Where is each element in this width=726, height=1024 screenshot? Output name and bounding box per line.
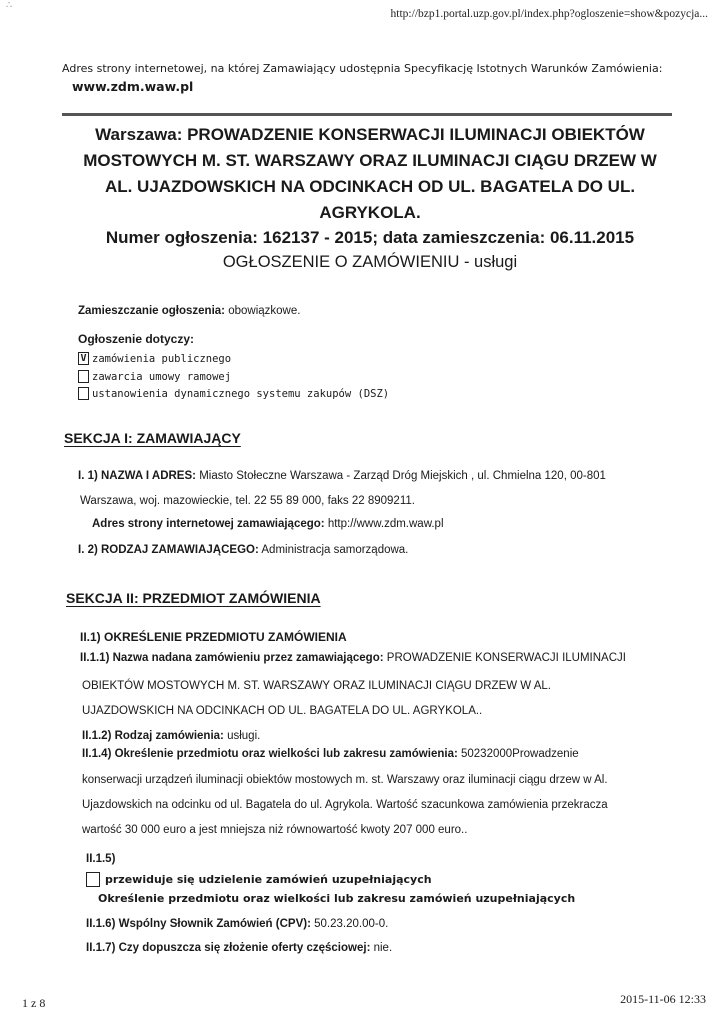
checkbox-row-framework-agreement [78, 370, 231, 383]
notice-number-line: Numer ogłoszenia: 162137 - 2015; data zamieszczenia: 06.11.2015 [105, 228, 635, 247]
supplementary-checkbox[interactable] [86, 872, 100, 887]
section1-heading: SEKCJA I: ZAMAWIAJĄCY [64, 430, 241, 446]
order-subject-line3: Ujazdowskich na odcinku od ul. Bagatela do ul. Agrykola. Wartość szacunkowa zamówienia przekracza [82, 799, 608, 811]
checkbox[interactable]: V [78, 352, 89, 365]
page-url: http://bzp1.portal.uzp.gov.pl/index.php?ogloszenie=show&pozycja... [390, 8, 708, 20]
order-name-line1 [80, 652, 626, 664]
mandatory-value: obowiązkowe. [228, 305, 301, 317]
checkbox-row-public-order [78, 352, 231, 365]
corner-mark: ∴ [6, 0, 13, 11]
order-name-line2: OBIEKTÓW MOSTOWYCH M. ST. WARSZAWY ORAZ ILUMINACJI CIĄGU DRZEW W AL. [82, 680, 551, 692]
order-type-label: II.1.2) Rodzaj zamówienia: [82, 730, 224, 742]
contracting-authority-web [92, 518, 444, 530]
supplementary-orders-row [86, 872, 432, 887]
contracting-authority-name-line2: Warszawa, woj. mazowieckie, tel. 22 55 89 000, faks 22 8909211. [80, 495, 415, 507]
checkbox[interactable] [78, 370, 89, 383]
mandatory-label: Zamieszczanie ogłoszenia: [78, 305, 225, 317]
spec-address-value: www.zdm.waw.pl [72, 79, 194, 94]
order-type [82, 730, 260, 742]
cpv-code [86, 918, 388, 930]
cpv-value: 50.23.20.00-0. [314, 918, 389, 930]
partial-label: II.1.7) Czy dopuszcza się złożenie oferty częściowej: [86, 942, 371, 954]
mandatory-line [78, 305, 300, 317]
order-name-line3: UJAZDOWSKICH NA ODCINKACH OD UL. BAGATELA DO UL. AGRYKOLA.. [82, 705, 483, 717]
print-timestamp: 2015-11-06 12:33 [620, 992, 706, 1006]
partial-value: nie. [373, 942, 393, 954]
order-subject-value: 50232000Prowadzenie [461, 748, 579, 760]
checkbox-row-dynamic-system [78, 387, 389, 400]
kind-value: Administracja samorządowa. [261, 544, 409, 556]
partial-offer [86, 942, 392, 954]
item-115-label: II.1.5) [86, 853, 116, 865]
checkbox-label: zamówienia publicznego [92, 352, 232, 365]
contracting-authority-kind [78, 544, 408, 556]
notice-type: OGŁOSZENIE O ZAMÓWIENIU - usługi [222, 253, 518, 271]
supplementary-description: Określenie przedmiotu oraz wielkości lub zakresu zamówień uzupełniających [98, 892, 576, 905]
supplementary-label: przewiduje się udzielenie zamówień uzupełniających [105, 873, 432, 886]
order-name-label: II.1.1) Nazwa nadana zamówieniu przez zamawiającego: [80, 652, 384, 664]
order-subject-label: II.1.4) Określenie przedmiotu oraz wielkości lub zakresu zamówienia: [82, 748, 458, 760]
section2-subheading: II.1) OKREŚLENIE PRZEDMIOTU ZAMÓWIENIA [80, 630, 347, 644]
order-subject-line1 [82, 748, 579, 760]
concerns-label: Ogłoszenie dotyczy: [78, 332, 195, 346]
name-value: Miasto Stołeczne Warszawa - Zarząd Dróg Miejskich , ul. Chmielna 120, 00-801 [199, 470, 606, 482]
order-name-value: PROWADZENIE KONSERWACJI ILUMINACJI [386, 652, 626, 664]
web-link[interactable]: http://www.zdm.waw.pl [327, 518, 444, 530]
web-label: Adres strony internetowej zamawiającego: [92, 518, 325, 530]
spec-address-label: Adres strony internetowej, na której Zamawiający udostępnia Specyfikację Istotnych Warunków Zamówienia: [62, 62, 663, 75]
kind-label: I. 2) RODZAJ ZAMAWIAJĄCEGO: [78, 544, 259, 556]
checkbox[interactable] [78, 387, 89, 400]
order-subject-line2: konserwacji urządzeń iluminacji obiektów mostowych m. st. Warszawy oraz iluminacji ciągu drzew w Al. [82, 774, 608, 786]
section2-heading: SEKCJA II: PRZEDMIOT ZAMÓWIENIA [66, 590, 321, 606]
order-subject-line4: wartość 30 000 euro a jest mniejsza niż równowartość kwoty 207 000 euro.. [82, 824, 468, 836]
name-label: I. 1) NAZWA I ADRES: [78, 470, 196, 482]
header-divider [62, 113, 672, 116]
checkbox-label: ustanowienia dynamicznego systemu zakupów (DSZ) [92, 387, 390, 400]
cpv-label: II.1.6) Wspólny Słownik Zamówień (CPV): [86, 918, 311, 930]
page-number: 1 z 8 [22, 996, 46, 1010]
notice-title: Warszawa: PROWADZENIE KONSERWACJI ILUMINACJI OBIEKTÓW MOSTOWYCH M. ST. WARSZAWY ORAZ ILUMINACJI CIĄGU DRZEW W AL. UJAZDOWSKICH NA ODCINKACH OD UL. BAGATELA DO UL. AGRYKOLA. [83, 125, 657, 222]
order-type-value: usługi. [227, 730, 261, 742]
contracting-authority-name-line1 [78, 470, 606, 482]
checkbox-label: zawarcia umowy ramowej [92, 370, 232, 383]
